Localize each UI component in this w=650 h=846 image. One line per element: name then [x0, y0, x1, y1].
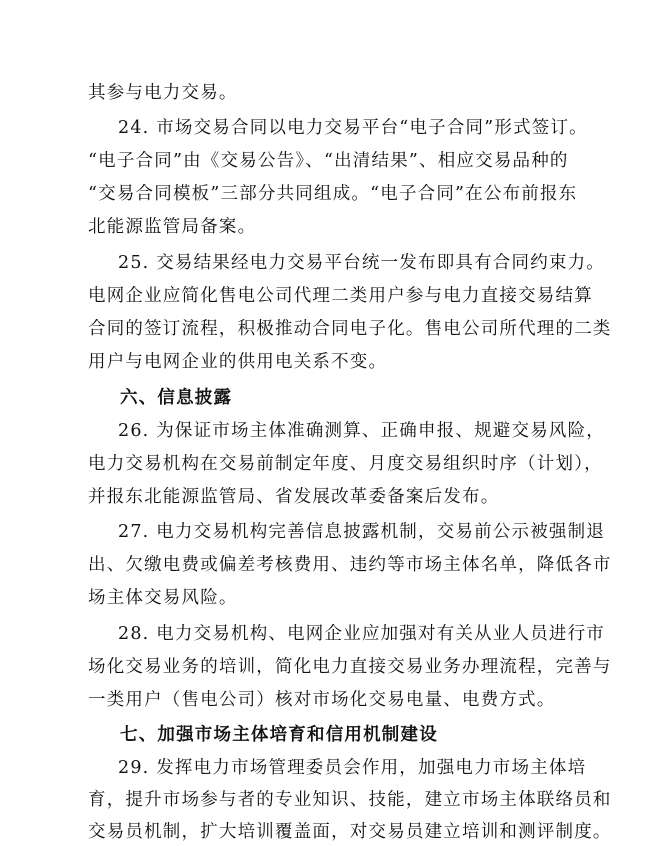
paragraph-line: 其参与电力交易。 — [88, 83, 238, 103]
paragraph-line: 合同的签订流程，积极推动合同电子化。售电公司所代理的二类 — [88, 319, 612, 339]
paragraph-line: 交易员机制，扩大培训覆盖面，对交易员建立培训和测评制度。 — [88, 822, 612, 842]
paragraph-line: 27. 电力交易机构完善信息披露机制，交易前公示被强制退 — [118, 522, 605, 542]
paragraph-line: 育，提升市场参与者的专业知识、技能，建立市场主体联络员和 — [88, 790, 612, 810]
paragraph-line: 电力交易机构在交易前制定年度、月度交易组织时序（计划）， — [88, 454, 603, 474]
paragraph-line: 29. 发挥电力市场管理委员会作用，加强电力市场主体培 — [118, 758, 587, 778]
paragraph-line: 24. 市场交易合同以电力交易平台“电子合同”形式签订。 — [118, 118, 588, 138]
paragraph-line: 场主体交易风险。 — [88, 588, 238, 608]
section-heading: 七、加强市场主体培育和信用机制建设 — [120, 725, 438, 745]
paragraph-line: 并报东北能源监管局、省发展改革委备案后发布。 — [88, 487, 500, 507]
paragraph-line: “电子合同”由《交易公告》、“出清结果”、相应交易品种的 — [88, 151, 569, 171]
paragraph-line: 出、欠缴电费或偏差考核费用、违约等市场主体名单，降低各市 — [88, 555, 612, 575]
paragraph-line: 一类用户（售电公司）核对市场化交易电量、电费方式。 — [88, 690, 556, 710]
paragraph-line: 场化交易业务的培训，简化电力直接交易业务办理流程，完善与 — [88, 657, 612, 677]
paragraph-line: 26. 为保证市场主体准确测算、正确申报、规避交易风险， — [118, 421, 605, 441]
section-heading: 六、信息披露 — [120, 388, 233, 408]
paragraph-line: 电网企业应简化售电公司代理二类用户参与电力直接交易结算 — [88, 286, 593, 306]
paragraph-line: 用户与电网企业的供用电关系不变。 — [88, 352, 388, 372]
paragraph-line: 28. 电力交易机构、电网企业应加强对有关从业人员进行市 — [118, 624, 605, 644]
paragraph-line: 北能源监管局备案。 — [88, 217, 257, 237]
paragraph-line: “交易合同模板”三部分共同组成。“电子合同”在公布前报东 — [88, 184, 578, 204]
paragraph-line: 25. 交易结果经电力交易平台统一发布即具有合同约束力。 — [118, 253, 605, 273]
